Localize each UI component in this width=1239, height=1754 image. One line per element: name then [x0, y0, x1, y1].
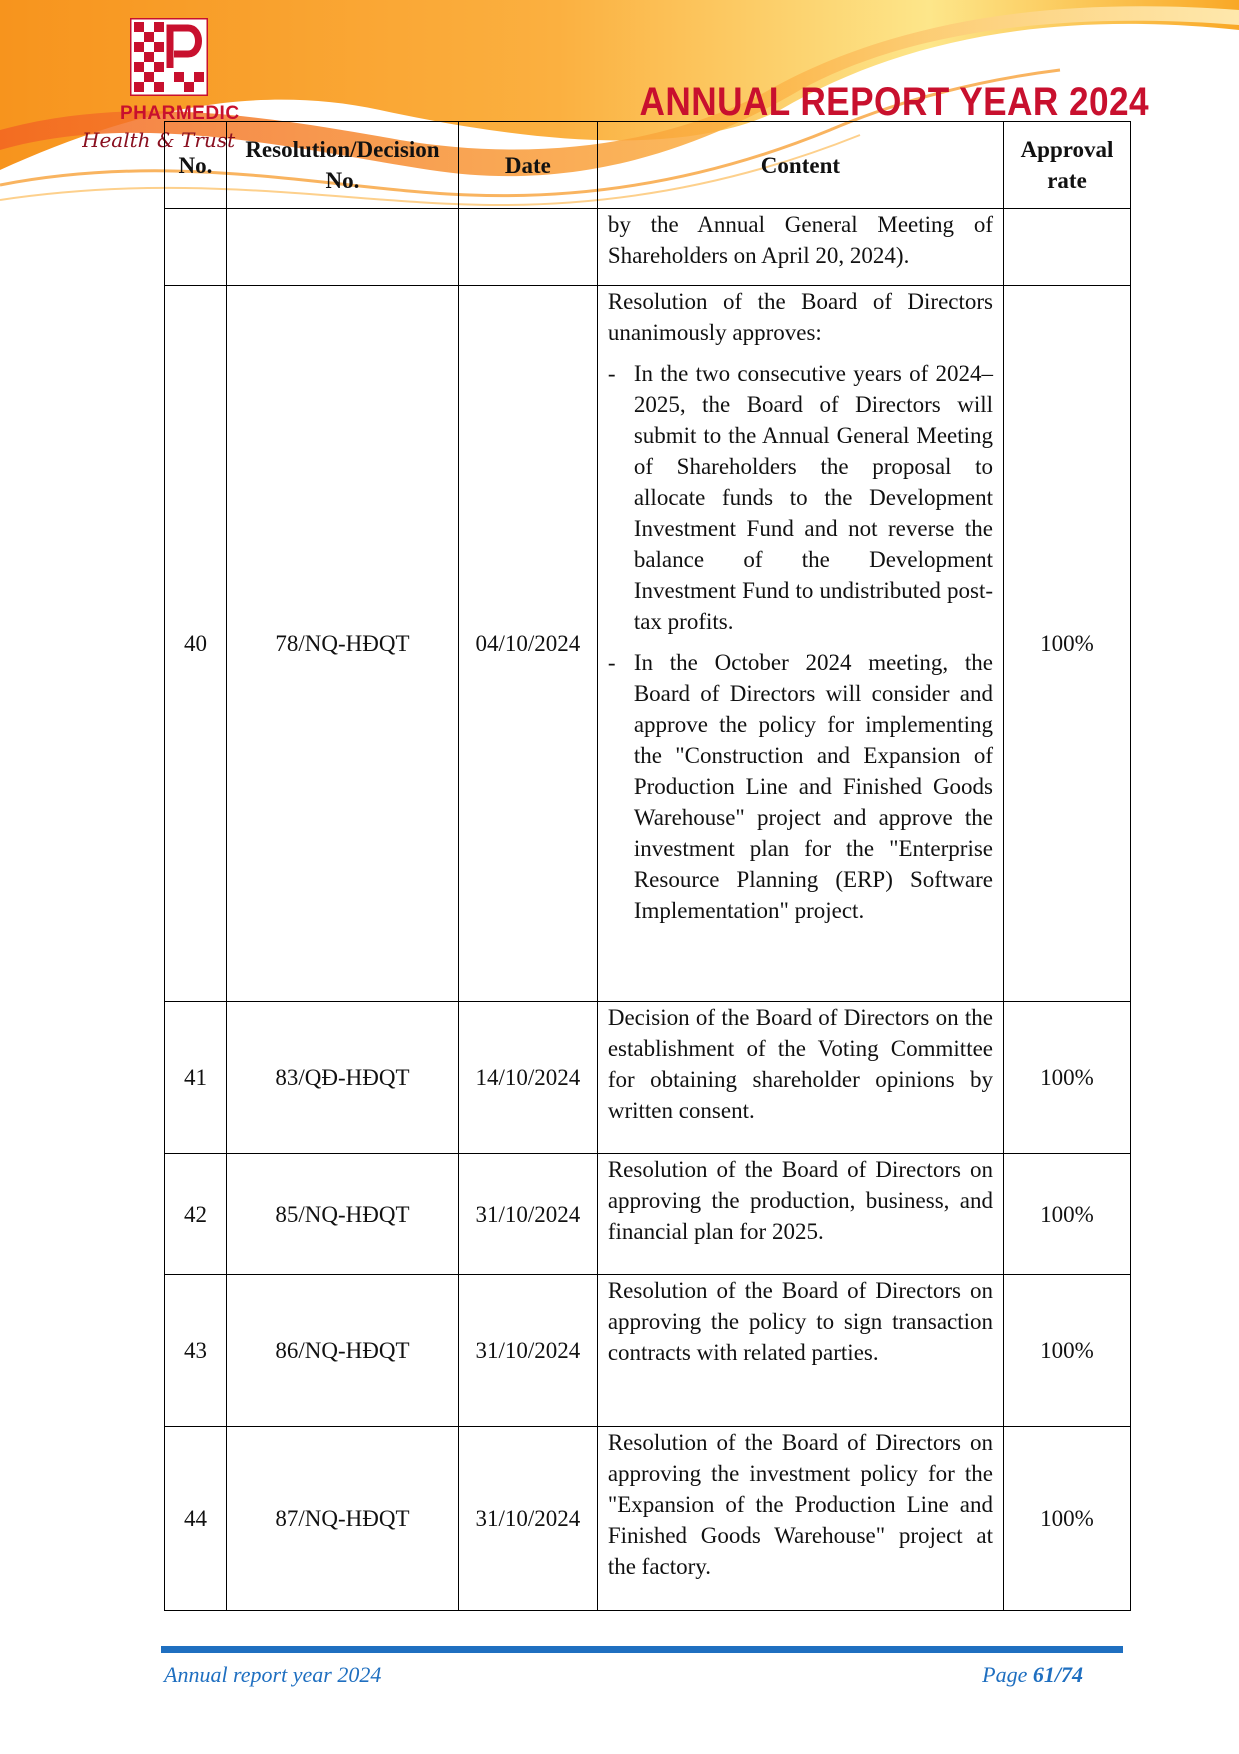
page-value: 61/74 — [1032, 1662, 1083, 1687]
cell-content: Resolution of the Board of Directors on approving the investment policy for the "Expansion of the Production Line and Finished Goods Warehouse" project at the factory. — [597, 1427, 1003, 1611]
col-header-approval-rate: Approval rate — [1004, 122, 1131, 209]
cell-date: 31/10/2024 — [458, 1154, 597, 1275]
cell-code: 85/NQ-HĐQT — [226, 1154, 458, 1275]
cell-content — [597, 286, 1003, 1002]
content-intro: Resolution of the Board of Directors unanimously approves: — [607, 289, 994, 345]
cell-date — [458, 209, 597, 286]
cell-no: 43 — [165, 1275, 227, 1427]
cell-code: 78/NQ-HĐQT — [226, 286, 458, 1002]
bullet-text: In the October 2024 meeting, the Board of Directors will consider and approve the policy for implementing the "Construction and Expansion of Production Line and Finished Goods Warehouse" project and approve the investment plan for the "Enterprise Resource Planning (ERP) Software Implementation" project. — [633, 650, 994, 923]
cell-rate: 100% — [1004, 1275, 1131, 1427]
cell-date: 14/10/2024 — [458, 1002, 597, 1154]
cell-code: 87/NQ-HĐQT — [226, 1427, 458, 1611]
footer-report-name: Annual report year 2024 — [164, 1662, 382, 1687]
page-label: Page — [982, 1662, 1033, 1687]
table-header-row — [165, 122, 1131, 209]
report-title: ANNUAL REPORT YEAR 2024 — [639, 80, 1149, 124]
cell-no — [165, 209, 227, 286]
cell-content: Decision of the Board of Directors on the establishment of the Voting Committee for obtaining shareholder opinions by written consent. — [597, 1002, 1003, 1154]
table-row — [165, 286, 1131, 1002]
cell-no: 41 — [165, 1002, 227, 1154]
cell-code: 83/QĐ-HĐQT — [226, 1002, 458, 1154]
cell-rate: 100% — [1004, 286, 1131, 1002]
cell-content: Resolution of the Board of Directors on approving the policy to sign transaction contracts with related parties. — [597, 1275, 1003, 1427]
bullet-dash: - — [607, 650, 616, 675]
logo-name: PHARMEDIC — [120, 103, 240, 124]
cell-date: 31/10/2024 — [458, 1427, 597, 1611]
pharmedic-logo-icon — [130, 18, 208, 96]
cell-code: 86/NQ-HĐQT — [226, 1275, 458, 1427]
table-row — [165, 1154, 1131, 1275]
company-logo — [120, 18, 240, 125]
cell-date: 04/10/2024 — [458, 286, 597, 1002]
bullet-dash: - — [607, 361, 616, 386]
bullet-text: In the two consecutive years of 2024–2025, the Board of Directors will submit to the Annual General Meeting of Shareholders the proposal to allocate funds to the Development Investment Fund and not reverse the balance of the Development Investment Fund to undistributed post-tax profits. — [633, 361, 994, 634]
col-header-content: Content — [597, 122, 1003, 209]
cell-no: 40 — [165, 286, 227, 1002]
cell-no: 42 — [165, 1154, 227, 1275]
cell-code — [226, 209, 458, 286]
cell-rate — [1004, 209, 1131, 286]
content-bullet — [608, 647, 993, 926]
resolutions-table — [164, 121, 1131, 1611]
footer-page-number — [982, 1662, 1083, 1688]
table-row — [165, 1275, 1131, 1427]
content-bullet — [608, 358, 993, 637]
table-row — [165, 1002, 1131, 1154]
footer-divider — [161, 1646, 1123, 1653]
cell-rate: 100% — [1004, 1427, 1131, 1611]
cell-content: Resolution of the Board of Directors on approving the production, business, and financial plan for 2025. — [597, 1154, 1003, 1275]
table-row-continuation — [165, 209, 1131, 286]
col-header-no: No. — [165, 122, 227, 209]
cell-content-continuation: by the Annual General Meeting of Shareholders on April 20, 2024). — [597, 209, 1003, 286]
cell-rate: 100% — [1004, 1154, 1131, 1275]
cell-rate: 100% — [1004, 1002, 1131, 1154]
logo-tagline: Health & Trust — [82, 128, 236, 152]
col-header-resolution-no: Resolution/Decision No. — [226, 122, 458, 209]
cell-no: 44 — [165, 1427, 227, 1611]
col-header-date: Date — [458, 122, 597, 209]
cell-date: 31/10/2024 — [458, 1275, 597, 1427]
table-row — [165, 1427, 1131, 1611]
